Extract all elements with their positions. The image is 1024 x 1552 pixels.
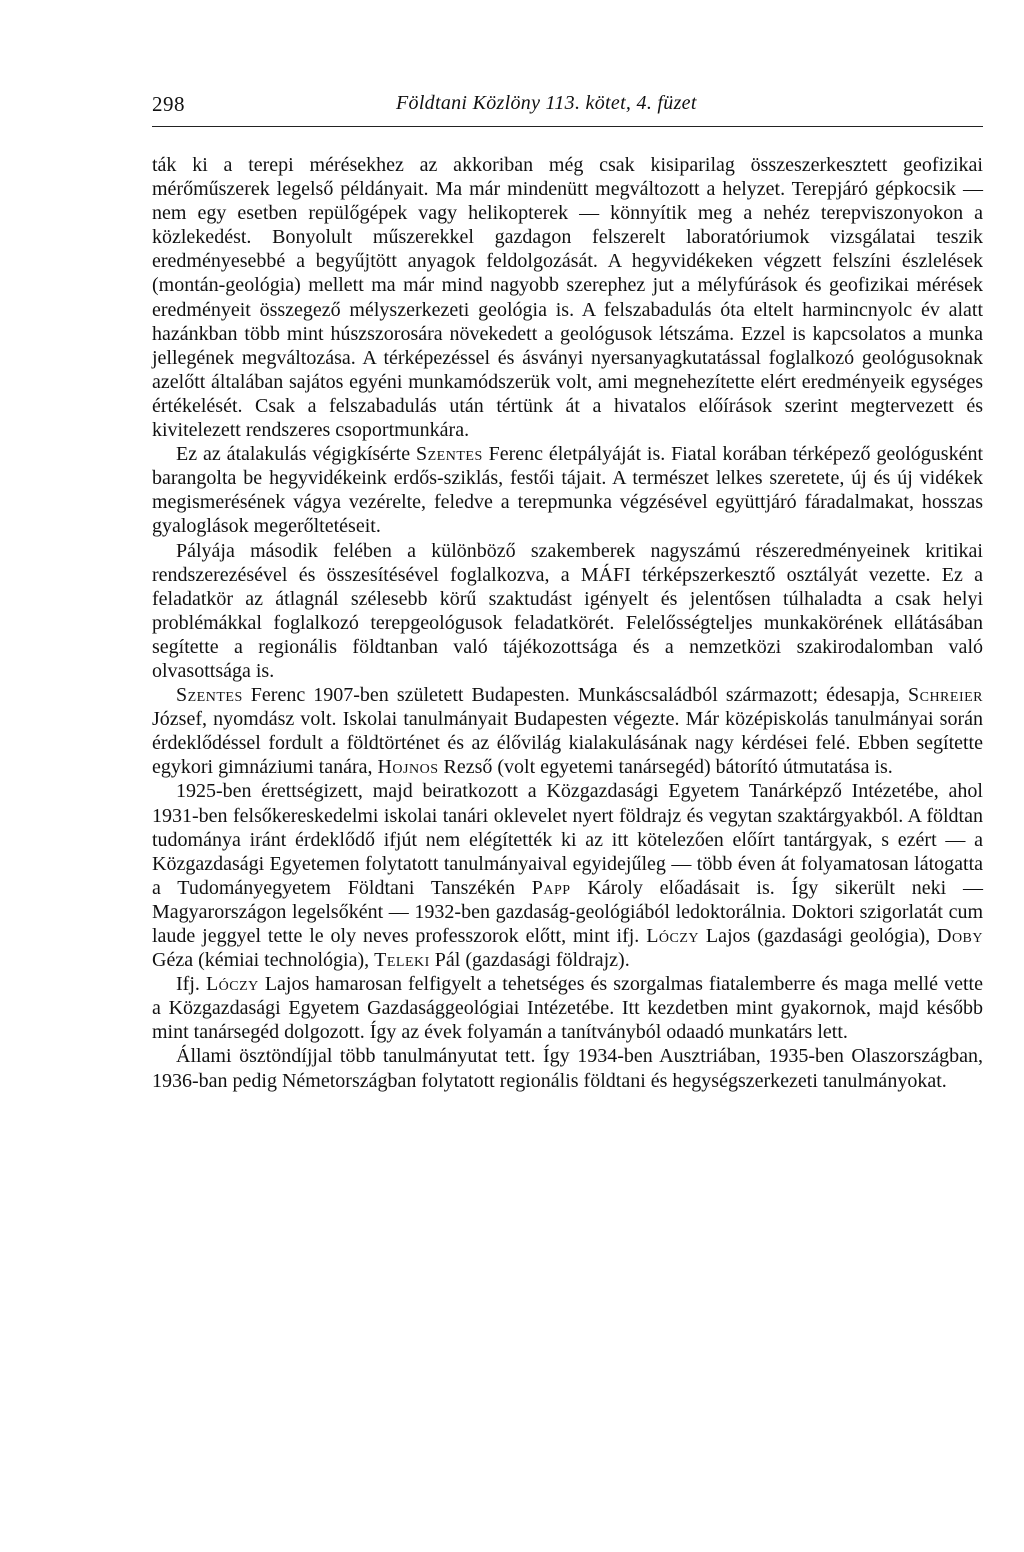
text-run: Rezső (volt egyetemi tanársegéd) bátorító útmutatása is. bbox=[438, 756, 893, 779]
person-name: Teleki bbox=[374, 949, 430, 972]
paragraph bbox=[152, 683, 983, 779]
text-run: Károly előadásait is. Így sikerült neki — Magyarországon legelsőként — 1932-ben gazdaság-geológiából ledoktorálnia. Doktori szigorlatát cum laude jeggyel tette le oly neves professzorok előtt, mint ifj. bbox=[152, 876, 983, 947]
person-name: Lóczy bbox=[205, 973, 259, 996]
text-run: Pál (gazdasági földrajz). bbox=[429, 949, 630, 972]
running-title: Földtani Közlöny 113. kötet, 4. füzet bbox=[396, 92, 697, 114]
text-run: 1925-ben érettségizett, majd beiratkozott a Közgazdasági Egyetem Tanárképző Intézetébe, ahol 1931-ben felsőkereskedelmi iskolai tanári oklevelet nyert földrajz és vegytan szaktárgyakból. A földtan tudománya iránt érdeklődő ifjút nem elégítették ki az itt kötelezően előírt tantárgyak, s ezért — a Közgazdasági Egyetemen folytatott tanulmányaival egyidejűleg — több éven át folyamatosan látogatta a Tudományegyetem Földtani Tanszékén bbox=[152, 780, 983, 899]
text-run: Ferenc 1907-ben született Budapesten. Munkáscsaládból származott; édesapja, bbox=[242, 684, 908, 707]
paragraph bbox=[152, 153, 983, 442]
paragraph bbox=[152, 539, 983, 684]
text-run: ták ki a terepi mérésekhez az akkoriban még csak kisiparilag összeszerkesztett geofizikai mérőműszerek legelső példányait. Ma már mindenütt megváltozott a helyzet. Terepjáró gépkocsik — nem egy esetben repülőgépek vagy helikopterek — könnyítik meg a nehéz terepviszonyokon a közlekedést. Bonyolult műszerekkel gazdagon felszerelt laboratóriumok vizsgálatai teszik eredményesebbé a begyűjtött anyagok feldolgozását. A hegyvidékeken végzett felszíni észlelések (montán-geológia) mellett ma már mind nagyobb szerephez jut a mélyfúrások és geofizikai mérések eredményeit összegező mélyszerkezeti geológia is. A felszabadulás óta eltelt harmincnyolc év alatt hazánkban több mint húszszorosára növekedett a geológusok létszáma. Ezzel is kapcsolatos a munka jellegének megváltozása. A térképezéssel és ásványi nyersanyagkutatással foglalkozó geológusoknak azelőtt általában sajátos egyéni munkamódszerük volt, ami megnehezítette elért eredményeik egységes értékelését. Csak a felszabadulás után tértünk át a hivatalos előírások szerint megtervezett és kivitelezett rendszeres csoportmunkára. bbox=[152, 154, 983, 442]
text-run: Lajos hamarosan felfigyelt a tehetséges és szorgalmas fiatalemberre és maga mellé vette a Közgazdasági Egyetem Gazdasággeológiai Intézetébe. Itt kezdetben mint gyakornok, majd később mint tanársegéd dolgozott. Így az évek folyamán a tanítványból odaadó munkatárs lett. bbox=[152, 973, 983, 1044]
person-name: Papp bbox=[531, 876, 571, 899]
running-header bbox=[152, 92, 983, 127]
text-run: Ferenc életpályáját is. Fiatal korában térképező geológusként barangolta be hegyvidékeink erdős-sziklás, festői tájait. A természet lelkes szeretete, új és új vidékek megismerésének vágya vezérelte, feledve a terepmunka végzésével együttjáró fáradalmakat, hosszas gyaloglások megerőltetéseit. bbox=[152, 443, 983, 538]
person-name: Schreier bbox=[907, 684, 983, 707]
paragraph bbox=[152, 779, 983, 972]
text-run: Géza (kémiai technológia), bbox=[152, 949, 375, 972]
text-run: Ifj. bbox=[176, 973, 206, 996]
person-name: Hojnos bbox=[377, 756, 439, 779]
text-run: Pályája második felében a különböző szakemberek nagyszámú részeredményeinek kritikai rendszerezésével és összesítésével foglalkozva, a MÁFI térképszerkesztő osztályát vezette. Ez a feladatkör az átlagnál szélesebb körű szaktudást igényelt és jelentősen túlhaladta a csak helyi problémákkal foglalkozó terepgeológusok feladatkörét. Felelősségteljes munkakörének ellátásában segítette a regionális földtanban való tájékozottsága és a nemzetközi szakirodalomban való olvasottsága is. bbox=[152, 539, 983, 682]
paragraph bbox=[152, 1044, 983, 1092]
article-body bbox=[152, 153, 983, 1093]
paragraph bbox=[152, 972, 983, 1044]
person-name: Lóczy bbox=[646, 925, 700, 947]
text-run: Ez az átalakulás végigkísérte bbox=[176, 443, 416, 466]
paragraph bbox=[152, 442, 983, 538]
text-run: Állami ösztöndíjjal több tanulmányutat tett. Így 1934-ben Ausztriában, 1935-ben Olaszországban, 1936-ban pedig Németországban folytatott regionális földtani és hegységszerkezeti tanulmányokat. bbox=[152, 1045, 983, 1092]
text-run: József, nyomdász volt. Iskolai tanulmányait Budapesten végezte. Már középiskolás tanulmányai során érdeklődéssel fordult a földtörténet és az élővilág kialakulásának nagy kérdései felé. Ebben segítette egykori gimnáziumi tanára, bbox=[152, 708, 983, 779]
page-number: 298 bbox=[152, 92, 185, 116]
person-name: Szentes bbox=[176, 684, 243, 707]
person-name: Szentes bbox=[416, 443, 483, 466]
person-name: Doby bbox=[937, 925, 984, 947]
text-run: Lajos (gazdasági geológia), bbox=[699, 925, 937, 947]
